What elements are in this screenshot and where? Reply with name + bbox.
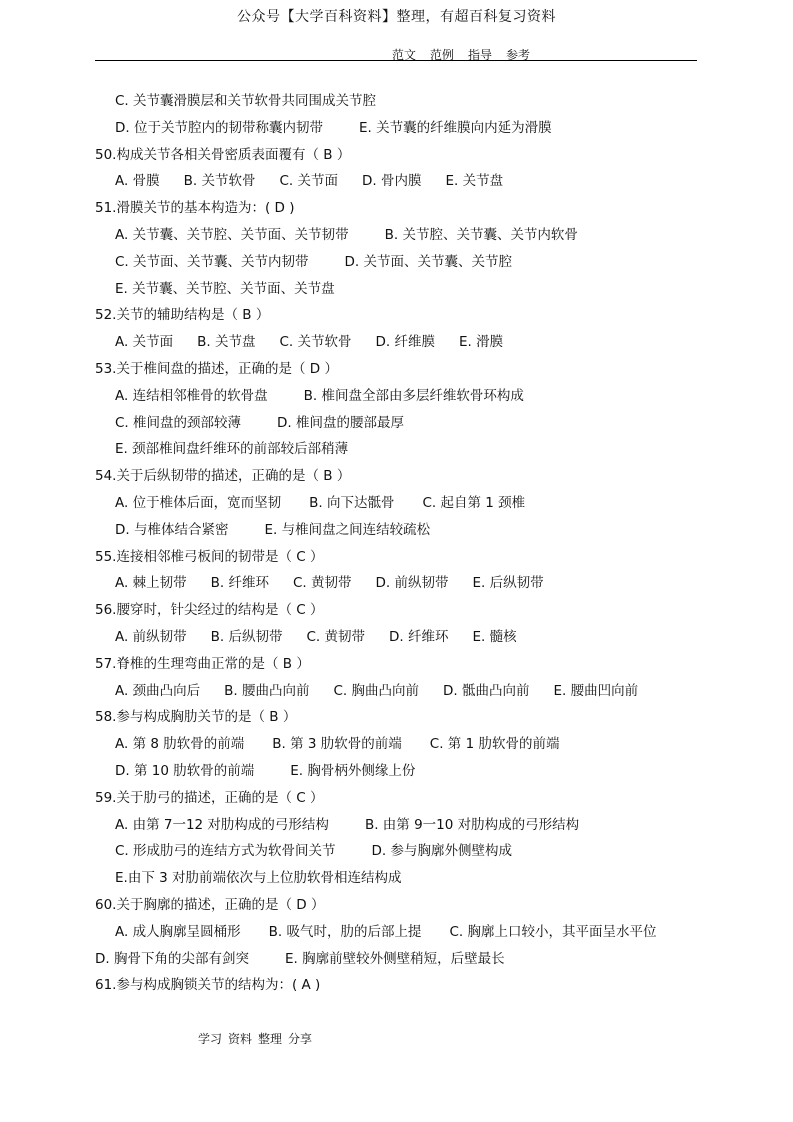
answer-option: C. 黄韧带: [292, 575, 352, 592]
answer-option: A. 棘上韧带: [115, 575, 187, 592]
answer-option: B. 腰曲凸向前: [224, 682, 310, 699]
answer-option: D. 骶曲凸向前: [442, 682, 530, 699]
question-stem: 61.参与构成胸锁关节的结构为：( A ): [95, 977, 321, 994]
answer-option: D. 椎间盘的腰部最厚: [277, 414, 404, 431]
answer-option: E. 颈部椎间盘纤维环的前部较后部稍薄: [115, 441, 349, 458]
question-stem: 59.关于肋弓的描述，正确的是（ C ）: [95, 789, 324, 806]
option-row: [95, 490, 705, 517]
answer-option: D. 第 10 肋软骨的前端: [115, 762, 255, 779]
answer-option: C. 起自第 1 颈椎: [422, 494, 526, 511]
answer-option: E. 与椎间盘之间连结较疏松: [264, 521, 431, 538]
page-banner: 公众号【大学百科资料】整理，有超百科复习资料: [237, 9, 556, 25]
answer-option: E. 髓核: [472, 628, 517, 645]
answer-option: C. 胸廓上口较小，其平面呈水平位: [449, 923, 657, 940]
option-row: [95, 249, 705, 276]
answer-option: B. 关节软骨: [183, 173, 256, 190]
option-row: [95, 115, 705, 142]
header-rule: [95, 60, 697, 61]
option-row: [95, 410, 705, 437]
question-stem: 58.参与构成胸肋关节的是（ B ）: [95, 709, 297, 726]
answer-option: D. 与椎体结合紧密: [115, 521, 229, 538]
answer-option: E. 关节盘: [445, 173, 504, 190]
option-row: [95, 865, 705, 892]
answer-option: D. 位于关节腔内的韧带称囊内韧带: [115, 119, 323, 136]
answer-option: C. 形成肋弓的连结方式为软骨间关节: [115, 843, 336, 860]
answer-option: B. 关节盘: [197, 334, 256, 351]
answer-option: B. 第 3 肋软骨的前端: [272, 736, 402, 753]
question-stem: 55.连接相邻椎弓板间的韧带是（ C ）: [95, 548, 324, 565]
answer-option: E. 关节囊的纤维膜向内延为滑膜: [358, 119, 552, 136]
answer-option: D. 前纵韧带: [375, 575, 449, 592]
header-word: 指导: [468, 48, 493, 62]
answer-option: D. 纤维环: [388, 628, 449, 645]
answer-option: A. 骨膜: [115, 173, 160, 190]
option-row: [95, 436, 705, 463]
answer-option: C. 椎间盘的颈部较薄: [115, 414, 242, 431]
answer-option: E. 后纵韧带: [472, 575, 544, 592]
answer-option: C. 关节面、关节囊、关节内韧带: [115, 253, 309, 270]
answer-option: A. 关节面: [115, 334, 174, 351]
answer-option: A. 成人胸廓呈圆桶形: [115, 923, 241, 940]
option-row: [95, 88, 705, 115]
answer-option: D. 骨内膜: [361, 173, 422, 190]
header-word: 参考: [506, 48, 531, 62]
option-row: [95, 222, 705, 249]
answer-option: C. 关节囊滑膜层和关节软骨共同围成关节腔: [115, 93, 377, 109]
question-list: [95, 88, 705, 999]
answer-option: B. 向下达骶骨: [309, 494, 395, 511]
header-word: 范例: [430, 48, 455, 62]
question-stem: 56.腰穿时，针尖经过的结构是（ C ）: [95, 602, 324, 619]
question-stem: 51.滑膜关节的基本构造为：( D ): [95, 200, 295, 217]
answer-option: C. 关节面: [279, 173, 338, 190]
answer-option: A. 关节囊、关节腔、关节面、关节韧带: [115, 226, 349, 243]
option-row: [95, 731, 705, 758]
question-stem: 54.关于后纵韧带的描述，正确的是（ B ）: [95, 468, 351, 485]
page-footer: [198, 1030, 318, 1047]
option-row: [95, 624, 705, 651]
footer-word: 学习: [198, 1032, 223, 1046]
answer-option: B. 椎间盘全部由多层纤维软骨环构成: [303, 387, 524, 404]
footer-word: 分享: [288, 1032, 313, 1046]
question-stem: 60.关于胸廓的描述，正确的是（ D ）: [95, 896, 325, 913]
answer-option: C. 黄韧带: [306, 628, 365, 645]
option-row: [95, 758, 705, 785]
answer-option: C. 第 1 肋软骨的前端: [429, 736, 560, 753]
option-row: [95, 946, 705, 973]
question-stem: 52.关节的辅助结构是（ B ）: [95, 307, 270, 324]
answer-option: D. 参与胸廓外侧壁构成: [371, 843, 512, 860]
option-row: [95, 329, 705, 356]
answer-option: C. 胸曲凸向前: [333, 682, 419, 699]
answer-option: E. 胸骨柄外侧缘上份: [290, 762, 416, 779]
answer-option: B. 吸气时，肋的后部上提: [268, 923, 422, 940]
option-row: [95, 168, 705, 195]
answer-option: A. 第 8 肋软骨的前端: [115, 736, 245, 753]
answer-option: B. 关节腔、关节囊、关节内软骨: [384, 226, 578, 243]
question-stem: 57.脊椎的生理弯曲正常的是（ B ）: [95, 655, 310, 672]
answer-option: E. 胸廓前壁较外侧壁稍短，后壁最长: [284, 950, 505, 967]
option-row: [95, 276, 705, 303]
answer-option: D. 纤维膜: [375, 334, 435, 351]
option-row: [95, 383, 705, 410]
footer-word: 整理: [258, 1032, 283, 1046]
answer-option: E. 滑膜: [458, 334, 504, 351]
answer-option: A. 前纵韧带: [115, 628, 187, 645]
header-word: 范文: [392, 48, 417, 62]
answer-option: B. 后纵韧带: [210, 628, 283, 645]
question-stem: 50.构成关节各相关骨密质表面覆有（ B ）: [95, 146, 351, 163]
answer-option: D. 关节面、关节囊、关节腔: [344, 253, 512, 270]
answer-option: C. 关节软骨: [279, 334, 352, 351]
answer-option: A. 由第 7一12 对肋构成的弓形结构: [115, 816, 329, 833]
answer-option: A. 颈曲凸向后: [115, 682, 201, 699]
answer-option: D. 胸骨下角的尖部有剑突: [95, 950, 249, 967]
option-row: [95, 919, 705, 946]
option-row: [95, 812, 705, 839]
option-row: [95, 570, 705, 597]
answer-option: A. 位于椎体后面，宽而坚韧: [115, 494, 282, 511]
answer-option: A. 连结相邻椎骨的软骨盘: [115, 387, 268, 404]
footer-word: 资料: [228, 1032, 253, 1046]
answer-option: E. 关节囊、关节腔、关节面、关节盘: [115, 280, 335, 297]
answer-option: B. 纤维环: [210, 575, 269, 592]
option-row: [95, 838, 705, 865]
option-row: [95, 678, 705, 705]
answer-option: B. 由第 9一10 对肋构成的弓形结构: [364, 816, 580, 833]
answer-option: E.由下 3 对肋前端依次与上位肋软骨相连结构成: [115, 870, 402, 887]
answer-option: E. 腰曲凹向前: [553, 682, 639, 699]
option-row: [95, 517, 705, 544]
question-stem: 53.关于椎间盘的描述，正确的是（ D ）: [95, 360, 338, 377]
